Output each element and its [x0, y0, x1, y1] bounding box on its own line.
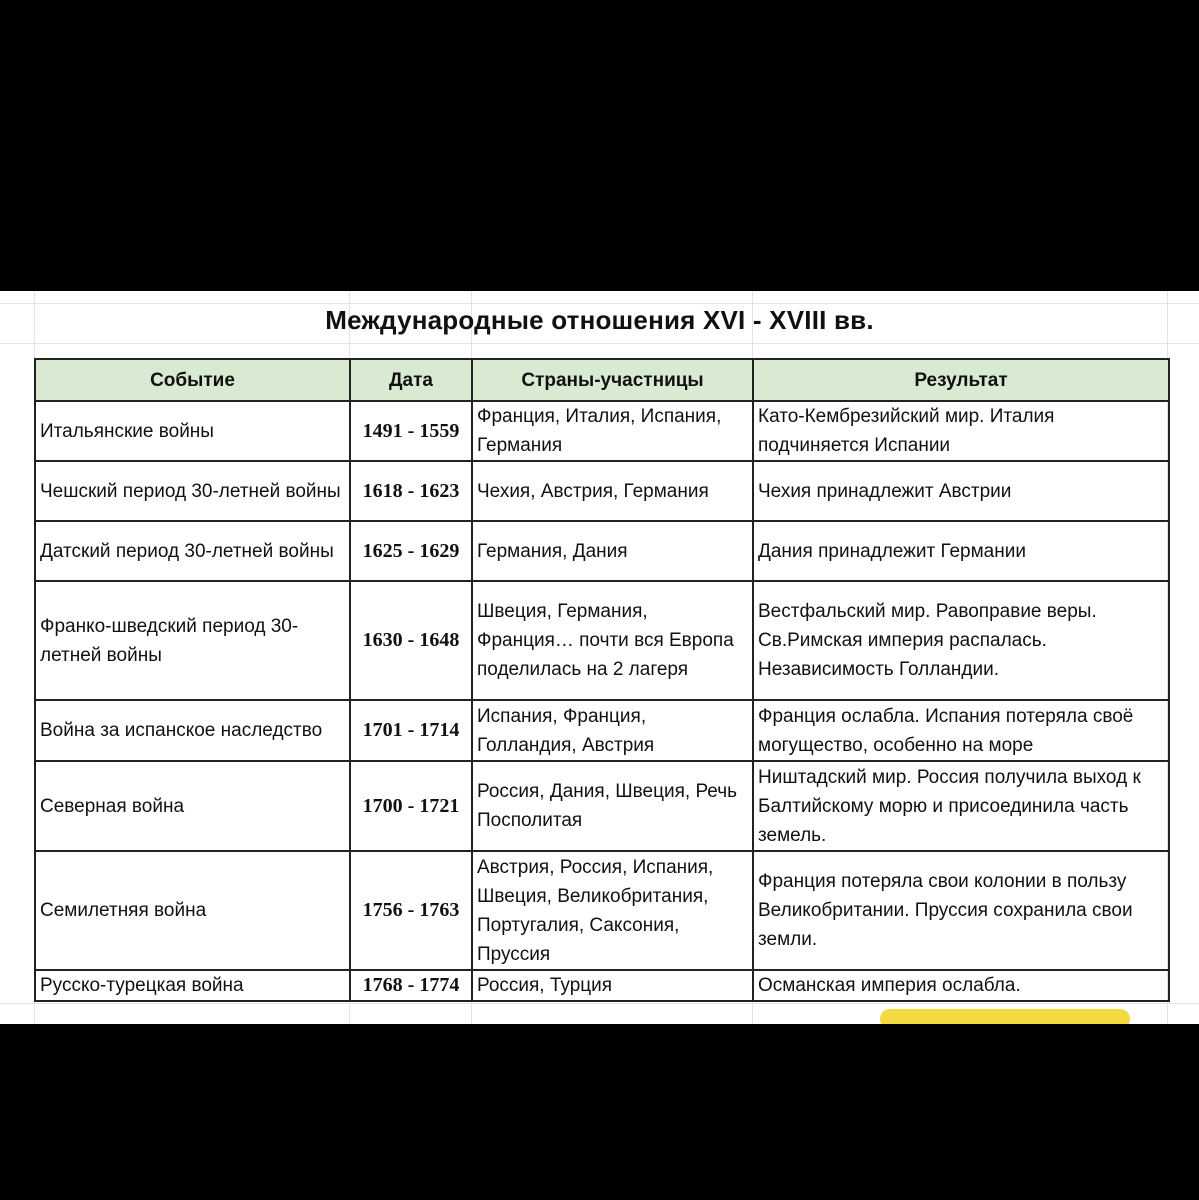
countries-cell: Испания, Франция, Голландия, Австрия [472, 700, 753, 761]
table-row [35, 761, 1169, 851]
date-cell: 1756 - 1763 [350, 851, 472, 970]
events-table [34, 358, 1170, 1002]
date-cell: 1618 - 1623 [350, 461, 472, 521]
date-cell: 1701 - 1714 [350, 700, 472, 761]
table-row [35, 401, 1169, 461]
result-cell: Дания принадлежит Германии [753, 521, 1169, 581]
gridline [0, 343, 1199, 344]
table-row [35, 461, 1169, 521]
gridline [0, 303, 1199, 304]
gridline [0, 1003, 1199, 1004]
event-cell: Семилетняя война [35, 851, 350, 970]
result-cell: Вестфальский мир. Равоправие веры. Св.Римская империя распалась. Независимость Голландии. [753, 581, 1169, 700]
table-row [35, 521, 1169, 581]
event-cell: Итальянские войны [35, 401, 350, 461]
event-cell: Франко-шведский период 30-летней войны [35, 581, 350, 700]
result-cell: Като-Кембрезийский мир. Италия подчиняется Испании [753, 401, 1169, 461]
table-header-row [35, 359, 1169, 401]
date-cell: 1625 - 1629 [350, 521, 472, 581]
table-row [35, 581, 1169, 700]
result-cell: Османская империя ослабла. [753, 970, 1169, 1001]
countries-cell: Россия, Турция [472, 970, 753, 1001]
date-cell: 1491 - 1559 [350, 401, 472, 461]
column-header-date: Дата [350, 359, 472, 401]
result-cell: Чехия принадлежит Австрии [753, 461, 1169, 521]
spreadsheet-sheet [0, 291, 1199, 1024]
date-cell: 1768 - 1774 [350, 970, 472, 1001]
table-row [35, 851, 1169, 970]
event-cell: Северная война [35, 761, 350, 851]
countries-cell: Франция, Италия, Испания, Германия [472, 401, 753, 461]
column-header-countries: Страны-участницы [472, 359, 753, 401]
result-cell: Франция потеряла свои колонии в пользу Великобритании. Пруссия сохранила свои земли. [753, 851, 1169, 970]
countries-cell: Россия, Дания, Швеция, Речь Посполитая [472, 761, 753, 851]
page-title: Международные отношения XVI - XVIII вв. [325, 305, 874, 335]
countries-cell: Германия, Дания [472, 521, 753, 581]
table-row [35, 970, 1169, 1001]
table-row [35, 700, 1169, 761]
column-header-result: Результат [753, 359, 1169, 401]
column-header-event: Событие [35, 359, 350, 401]
event-cell: Русско-турецкая война [35, 970, 350, 1001]
watermark-logo [880, 1009, 1130, 1024]
event-cell: Война за испанское наследство [35, 700, 350, 761]
date-cell: 1700 - 1721 [350, 761, 472, 851]
result-cell: Франция ослабла. Испания потеряла своё могущество, особенно на море [753, 700, 1169, 761]
result-cell: Ништадский мир. Россия получила выход к Балтийскому морю и присоединила часть земель. [753, 761, 1169, 851]
date-cell: 1630 - 1648 [350, 581, 472, 700]
event-cell: Чешский период 30-летней войны [35, 461, 350, 521]
countries-cell: Австрия, Россия, Испания, Швеция, Великобритания, Португалия, Саксония, Пруссия [472, 851, 753, 970]
countries-cell: Швеция, Германия, Франция… почти вся Европа поделилась на 2 лагеря [472, 581, 753, 700]
countries-cell: Чехия, Австрия, Германия [472, 461, 753, 521]
event-cell: Датский период 30-летней войны [35, 521, 350, 581]
